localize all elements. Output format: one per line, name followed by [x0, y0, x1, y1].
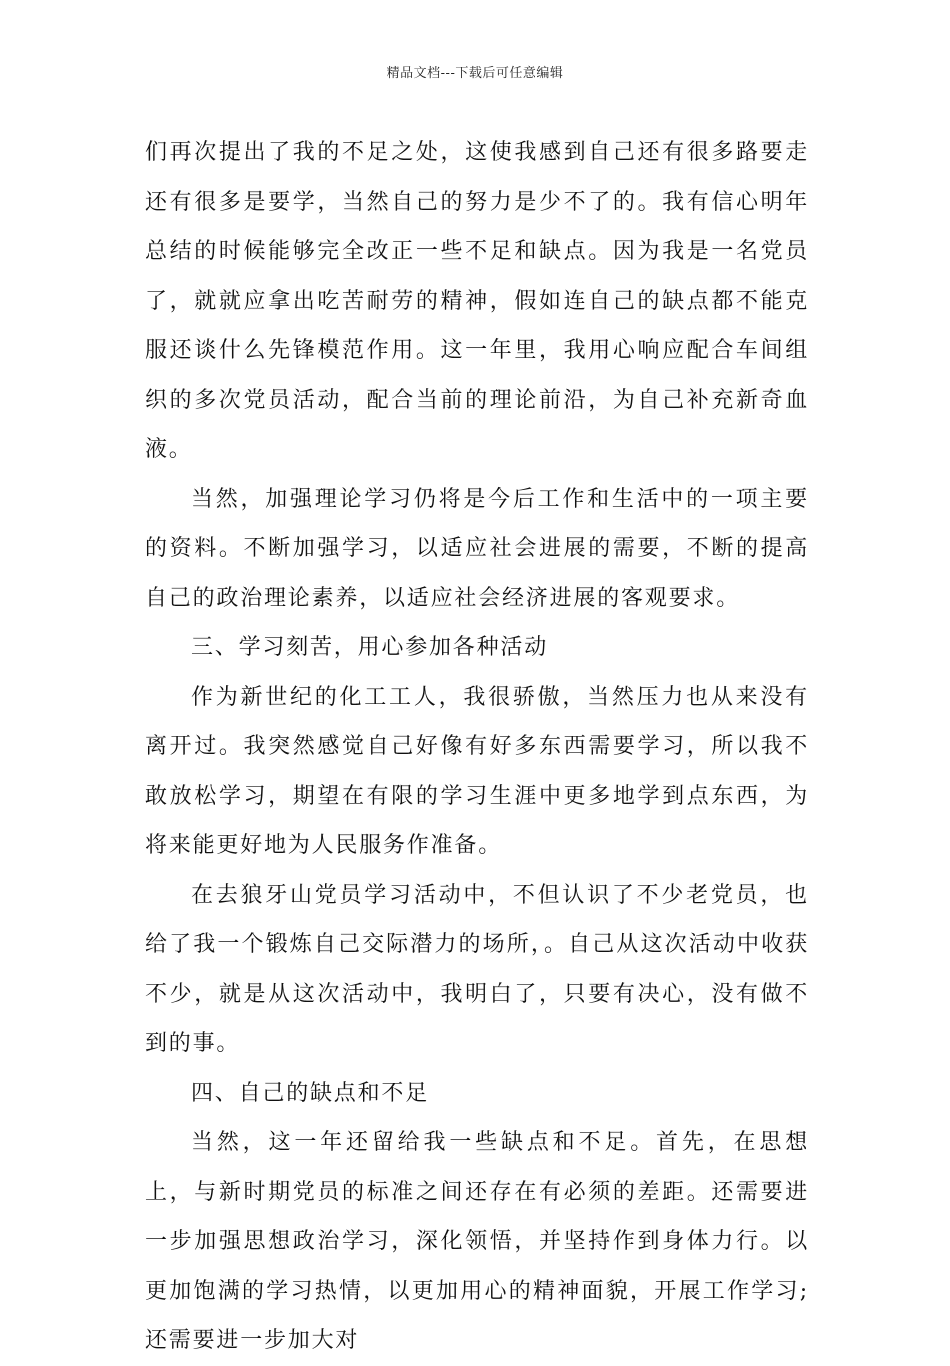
page-header: 精品文档---下载后可任意编辑 [386, 66, 564, 81]
paragraph-theory-study: 当然，加强理论学习仍将是今后工作和生活中的一项主要的资料。不断加强学习，以适应社会进展的需要，不断的提高自己的政治理论素养，以适应社会经济进展的客观要求。 [145, 486, 809, 611]
section-heading-shortcomings: 四、自己的缺点和不足 [191, 1080, 430, 1106]
section-heading-activities: 三、学习刻苦，用心参加各种活动 [191, 635, 549, 660]
document-body [145, 128, 809, 1366]
paragraph-chemical-worker: 作为新世纪的化工工人，我很骄傲，当然压力也从来没有离开过。我突然感觉自己好像有好多东西需要学习，所以我不敢放松学习，期望在有限的学习生涯中更多地学到点东西，为将来能更好地为人民服务作准备。 [145, 684, 809, 858]
paragraph-continuation: 们再次提出了我的不足之处，这使我感到自己还有很多路要走还有很多是要学，当然自己的努力是少不了的。我有信心明年总结的时候能够完全改正一些不足和缺点。因为我是一名党员了，就就应拿出吃苦耐劳的精神，假如连自己的缺点都不能克服还谈什么先锋模范作用。这一年里，我用心响应配合车间组织的多次党员活动，配合当前的理论前沿，为自己补充新奇血液。 [145, 140, 809, 462]
paragraph-shortcomings: 当然，这一年还留给我一些缺点和不足。首先，在思想上，与新时期党员的标准之间还存在有必须的差距。还需要进一步加强思想政治学习，深化领悟，并坚持作到身体力行。以更加饱满的学习热情，以更加用心的精神面貌，开展工作学习;还需要进一步加大对 [145, 1130, 809, 1353]
paragraph-langya-mountain: 在去狼牙山党员学习活动中，不但认识了不少老党员，也给了我一个锻炼自己交际潜力的场所，。自己从这次活动中收获不少，就是从这次活动中，我明白了，只要有决心，没有做不到的事。 [145, 882, 809, 1056]
